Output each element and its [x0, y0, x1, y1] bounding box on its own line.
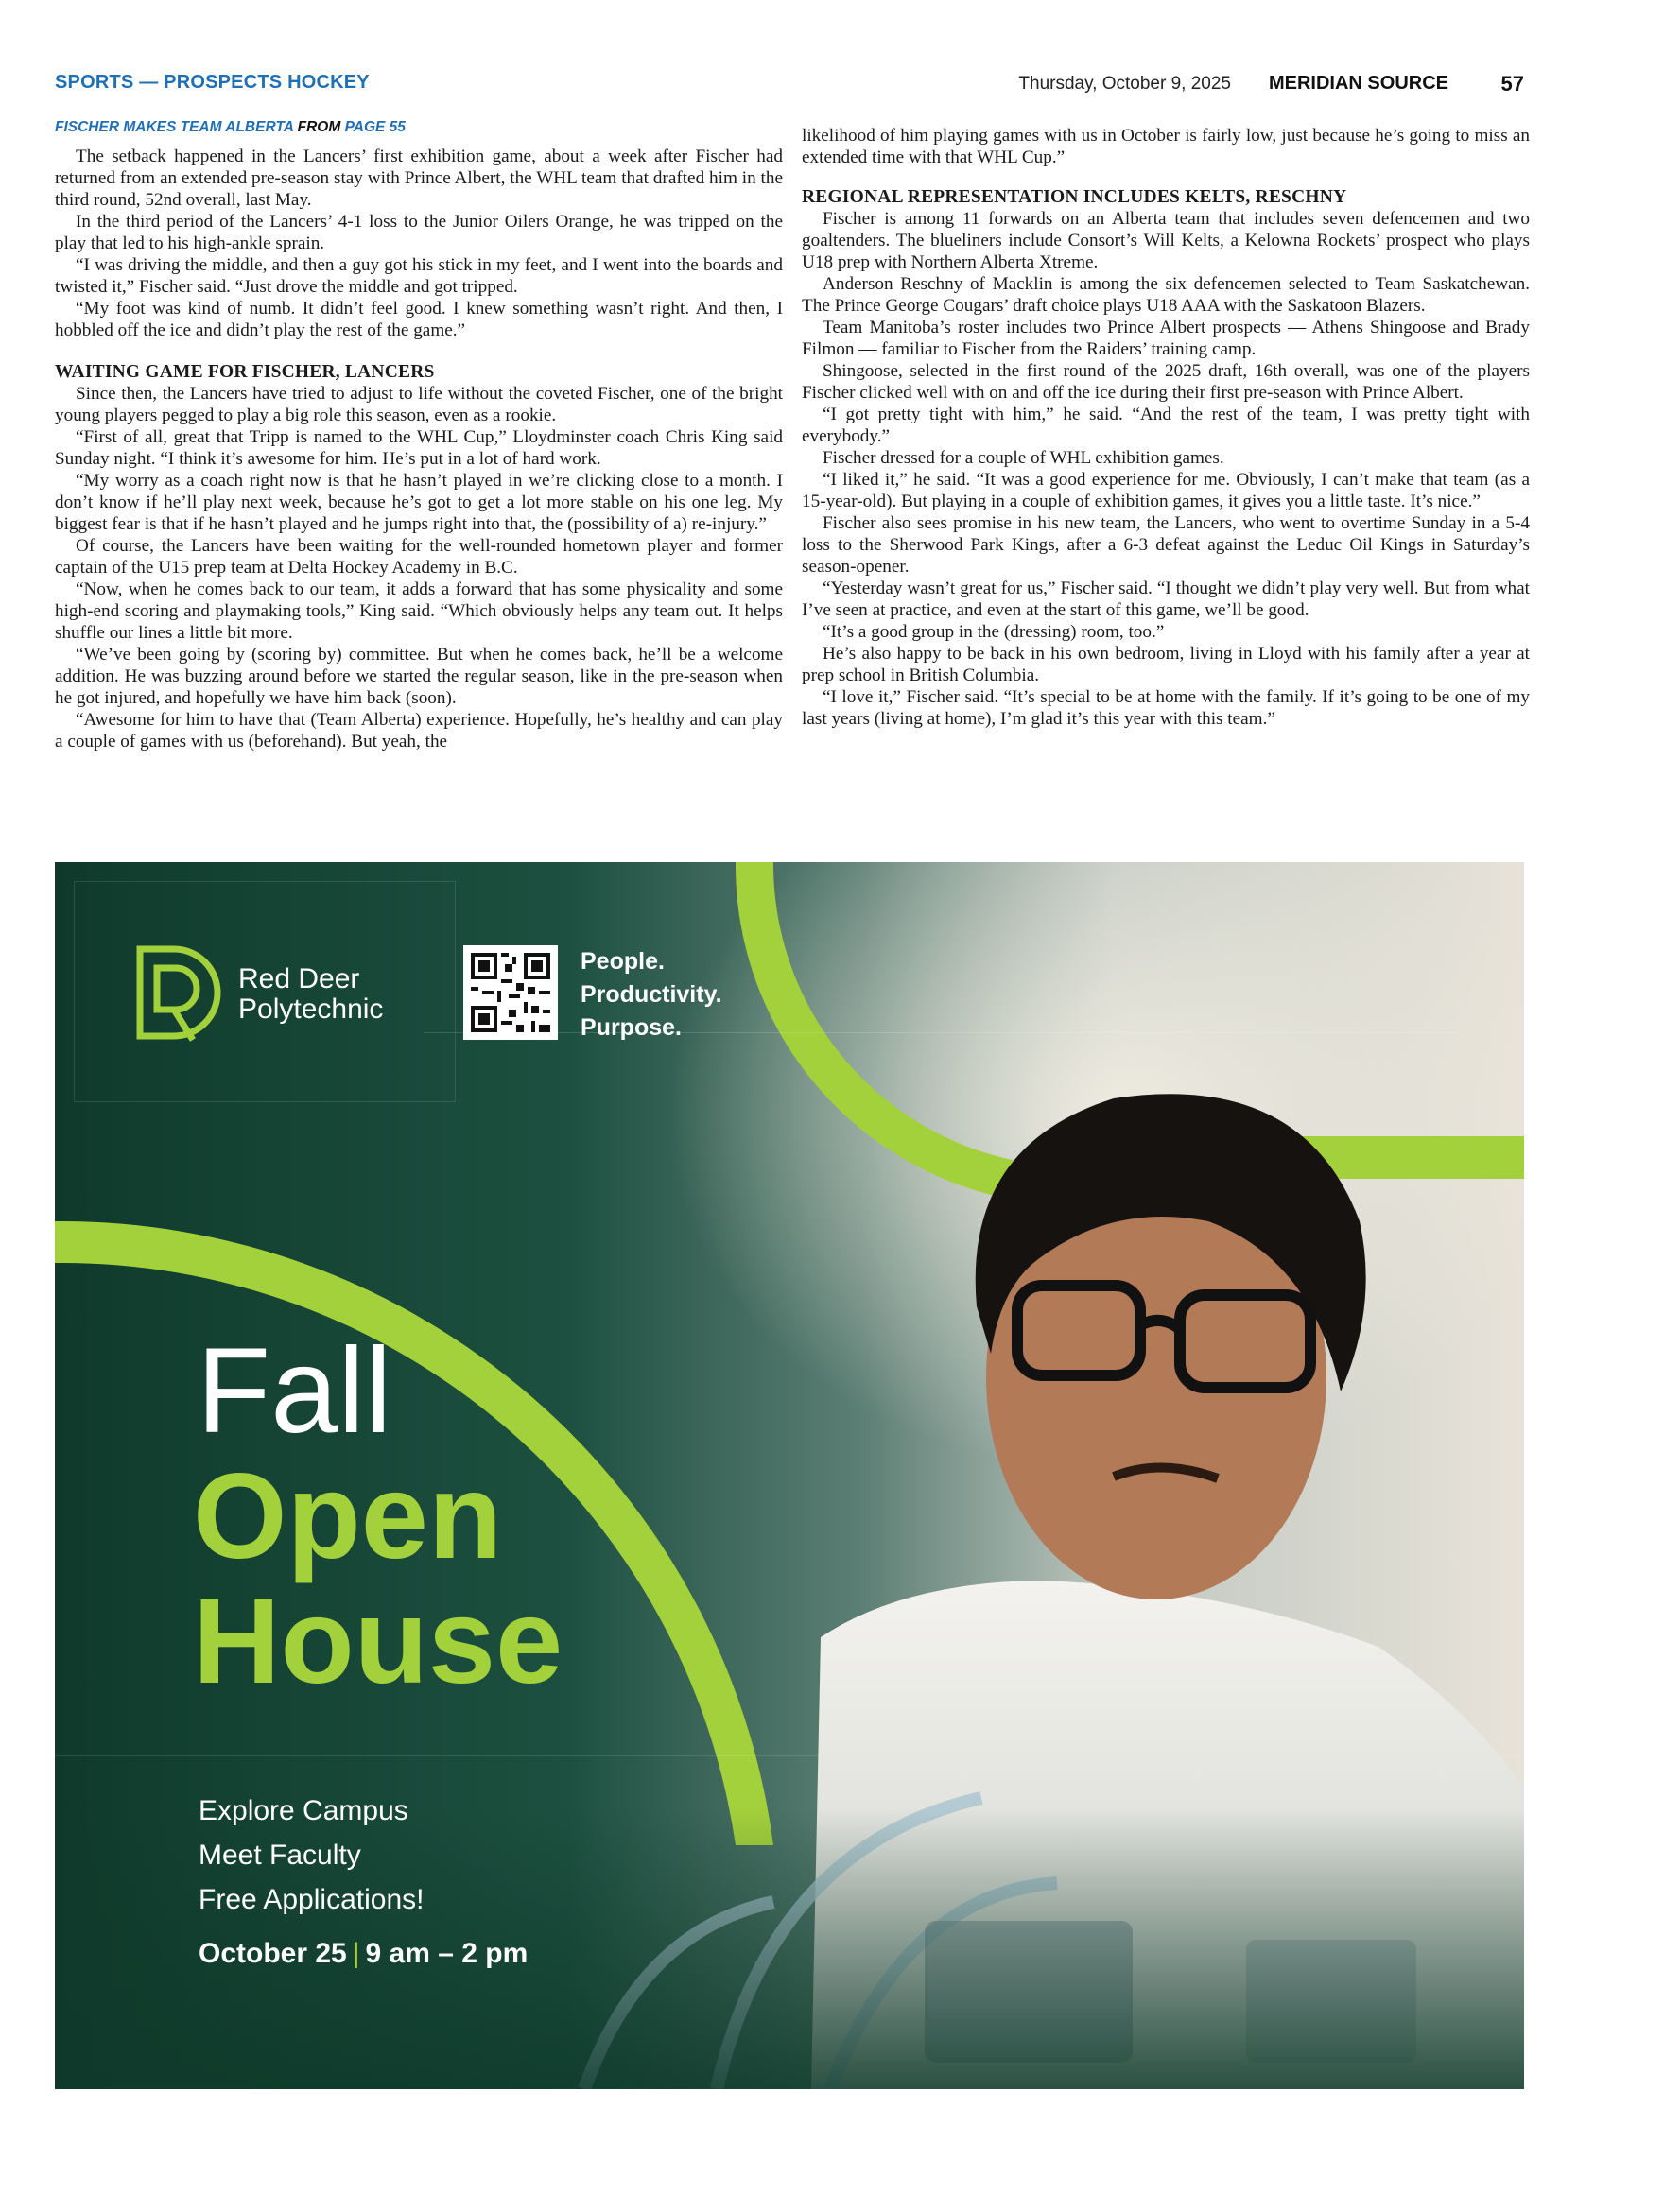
advertisement[interactable]: [55, 862, 1524, 2089]
article-paragraph: “We’ve been going by (scoring by) committee. But when he comes back, he’ll be a welcome addition. He was buzzing around before we started the regular season, like in the pre-season when he got injured, and hopefully we have him back (soon).: [55, 645, 783, 708]
article-paragraph: “My worry as a coach right now is that he hasn’t played in we’re clicking close to a month. I don’t know if he’ll play next week, because he’s got to get a lot more stable on his one leg. My biggest fear is that if he hasn’t played and he jumps right into that, the (possibility of a) re-injury.”: [55, 471, 783, 534]
brand-line-1: Red Deer: [238, 963, 360, 994]
article-column-right: [802, 125, 1530, 730]
article-paragraph: Of course, the Lancers have been waiting for the well-rounded hometown player and former captain of the U15 prep team at Delta Hockey Academy in B.C.: [55, 536, 783, 578]
article-column-left: [55, 119, 783, 752]
ad-headline-open: Open: [193, 1449, 503, 1584]
article-paragraph: “I was driving the middle, and then a guy got his stick in my feet, and I went into the boards and twisted it,” Fischer said. “Just drove the middle and got tripped.: [55, 255, 783, 297]
red-deer-polytechnic-logo-icon: [136, 945, 223, 1044]
article-paragraph: He’s also happy to be back in his own bedroom, living in Lloyd with his family after a year at prep school in British Columbia.: [802, 644, 1530, 685]
publication-name: MERIDIAN SOURCE: [1268, 73, 1448, 94]
page-header: [55, 72, 1524, 104]
tagline-productivity: Productivity.: [581, 981, 722, 1008]
ad-event-datetime: [199, 1938, 528, 1970]
article-paragraph: Fischer is among 11 forwards on an Alberta team that includes seven defencemen and two goaltenders. The blueliners include Consort’s Will Kelts, a Kelowna Rockets’ prospect who plays U18 prep with Northern Alberta Xtreme.: [802, 209, 1530, 272]
jump-headline: FISCHER MAKES TEAM ALBERTA: [55, 119, 294, 135]
jump-line: [55, 119, 783, 136]
datetime-separator: |: [352, 1938, 360, 1969]
ad-headline-house: House: [193, 1574, 563, 1709]
section-label: SPORTS — PROSPECTS HOCKEY: [55, 72, 370, 93]
jump-from: FROM: [297, 119, 341, 135]
subhead-regional: REGIONAL REPRESENTATION INCLUDES KELTS, RESCHNY: [802, 187, 1347, 207]
brand-line-2: Polytechnic: [238, 994, 384, 1025]
article-paragraph: “Awesome for him to have that (Team Alberta) experience. Hopefully, he’s healthy and can play a couple of games with us (beforehand). But yeah, the: [55, 710, 783, 752]
left-paragraphs-2: [55, 383, 783, 752]
ad-feature-list: [199, 1789, 424, 1922]
right-paragraphs: [802, 208, 1530, 730]
article-paragraph: “I love it,” Fischer said. “It’s special to be at home with the family. If it’s going to be one of my last years (living at home), I’m glad it’s this year with this team.”: [802, 687, 1530, 729]
article-paragraph: The setback happened in the Lancers’ first exhibition game, about a week after Fischer had returned from an extended pre-season stay with Prince Albert, the WHL team that drafted him in the third round, 52nd overall, last May.: [55, 147, 783, 210]
feature-free-applications: Free Applications!: [199, 1884, 425, 1915]
feature-explore-campus: Explore Campus: [199, 1795, 408, 1826]
continued-paragraph: likelihood of him playing games with us in October is fairly low, just because he’s going to miss an extended time with that WHL Cup.”: [802, 126, 1530, 167]
article-paragraph: Fischer also sees promise in his new team, the Lancers, who went to overtime Sunday in a 5-4 loss to the Sherwood Park Kings, after a 6-3 defeat against the Leduc Oil Kings in Saturday’s season-opener.: [802, 513, 1530, 577]
article-paragraph: “It’s a good group in the (dressing) room, too.”: [823, 622, 1165, 642]
issue-date: Thursday, October 9, 2025: [1018, 74, 1231, 94]
article-paragraph: “First of all, great that Tripp is named to the WHL Cup,” Lloydminster coach Chris King said Sunday night. “I think it’s awesome for him. He’s put in a lot of hard work.: [55, 427, 783, 469]
article-paragraph: In the third period of the Lancers’ 4-1 loss to the Junior Oilers Orange, he was tripped on the play that led to his high-ankle sprain.: [55, 212, 783, 253]
subhead-waiting-game: WAITING GAME FOR FISCHER, LANCERS: [55, 362, 435, 382]
ad-brand-name: [238, 964, 427, 1025]
article-paragraph: Shingoose, selected in the first round of the 2025 draft, 16th overall, was one of the players Fischer clicked well with on and off the ice during their first pre-season with Prince Albert.: [802, 361, 1530, 403]
qr-code-icon[interactable]: [463, 945, 558, 1040]
ad-headline-fall: Fall: [197, 1323, 392, 1459]
article-paragraph: “I got pretty tight with him,” he said. “And the rest of the team, I was pretty tight with everybody.”: [802, 405, 1530, 446]
article-paragraph: Team Manitoba’s roster includes two Prince Albert prospects — Athens Shingoose and Brady Filmon — familiar to Fischer from the Raiders’ training camp.: [802, 318, 1530, 359]
article-paragraph: Since then, the Lancers have tried to adjust to life without the coveted Fischer, one of the bright young players pegged to play a big role this season, even as a rookie.: [55, 384, 783, 425]
article-paragraph: Anderson Reschny of Macklin is among the six defencemen selected to Team Saskatchewan. The Prince George Cougars’ draft choice plays U18 AAA with the Saskatoon Blazers.: [802, 274, 1530, 316]
article-paragraph: “My foot was kind of numb. It didn’t feel good. I knew something wasn’t right. And then, I hobbled off the ice and didn’t play the rest of the game.”: [55, 299, 783, 340]
tagline-purpose: Purpose.: [581, 1014, 682, 1041]
page-number: 57: [1500, 72, 1524, 95]
left-paragraphs-1: [55, 146, 783, 341]
article-paragraph: “I liked it,” he said. “It was a good experience for me. Obviously, I can’t make that team (as a 15-year-old). But playing in a couple of exhibition games, it gives you a little taste. It’s nice.”: [802, 470, 1530, 511]
event-date: October 25: [199, 1938, 347, 1969]
feature-meet-faculty: Meet Faculty: [199, 1840, 361, 1871]
ad-tagline: [581, 945, 722, 1045]
article-paragraph: “Now, when he comes back to our team, it adds a forward that has some physicality and some high-end scoring and playmaking tools,” King said. “Which obviously helps any team out. It helps shuffle our lines a little bit more.: [55, 579, 783, 643]
jump-page-link[interactable]: PAGE 55: [344, 119, 406, 135]
article-paragraph: Fischer dressed for a couple of WHL exhibition games.: [823, 448, 1224, 468]
article-paragraph: “Yesterday wasn’t great for us,” Fischer said. “I thought we didn’t play very well. But from what I’ve seen at practice, and even at the start of this game, we’ll be good.: [802, 579, 1530, 620]
event-time: 9 am – 2 pm: [365, 1938, 529, 1969]
tagline-people: People.: [581, 948, 665, 975]
